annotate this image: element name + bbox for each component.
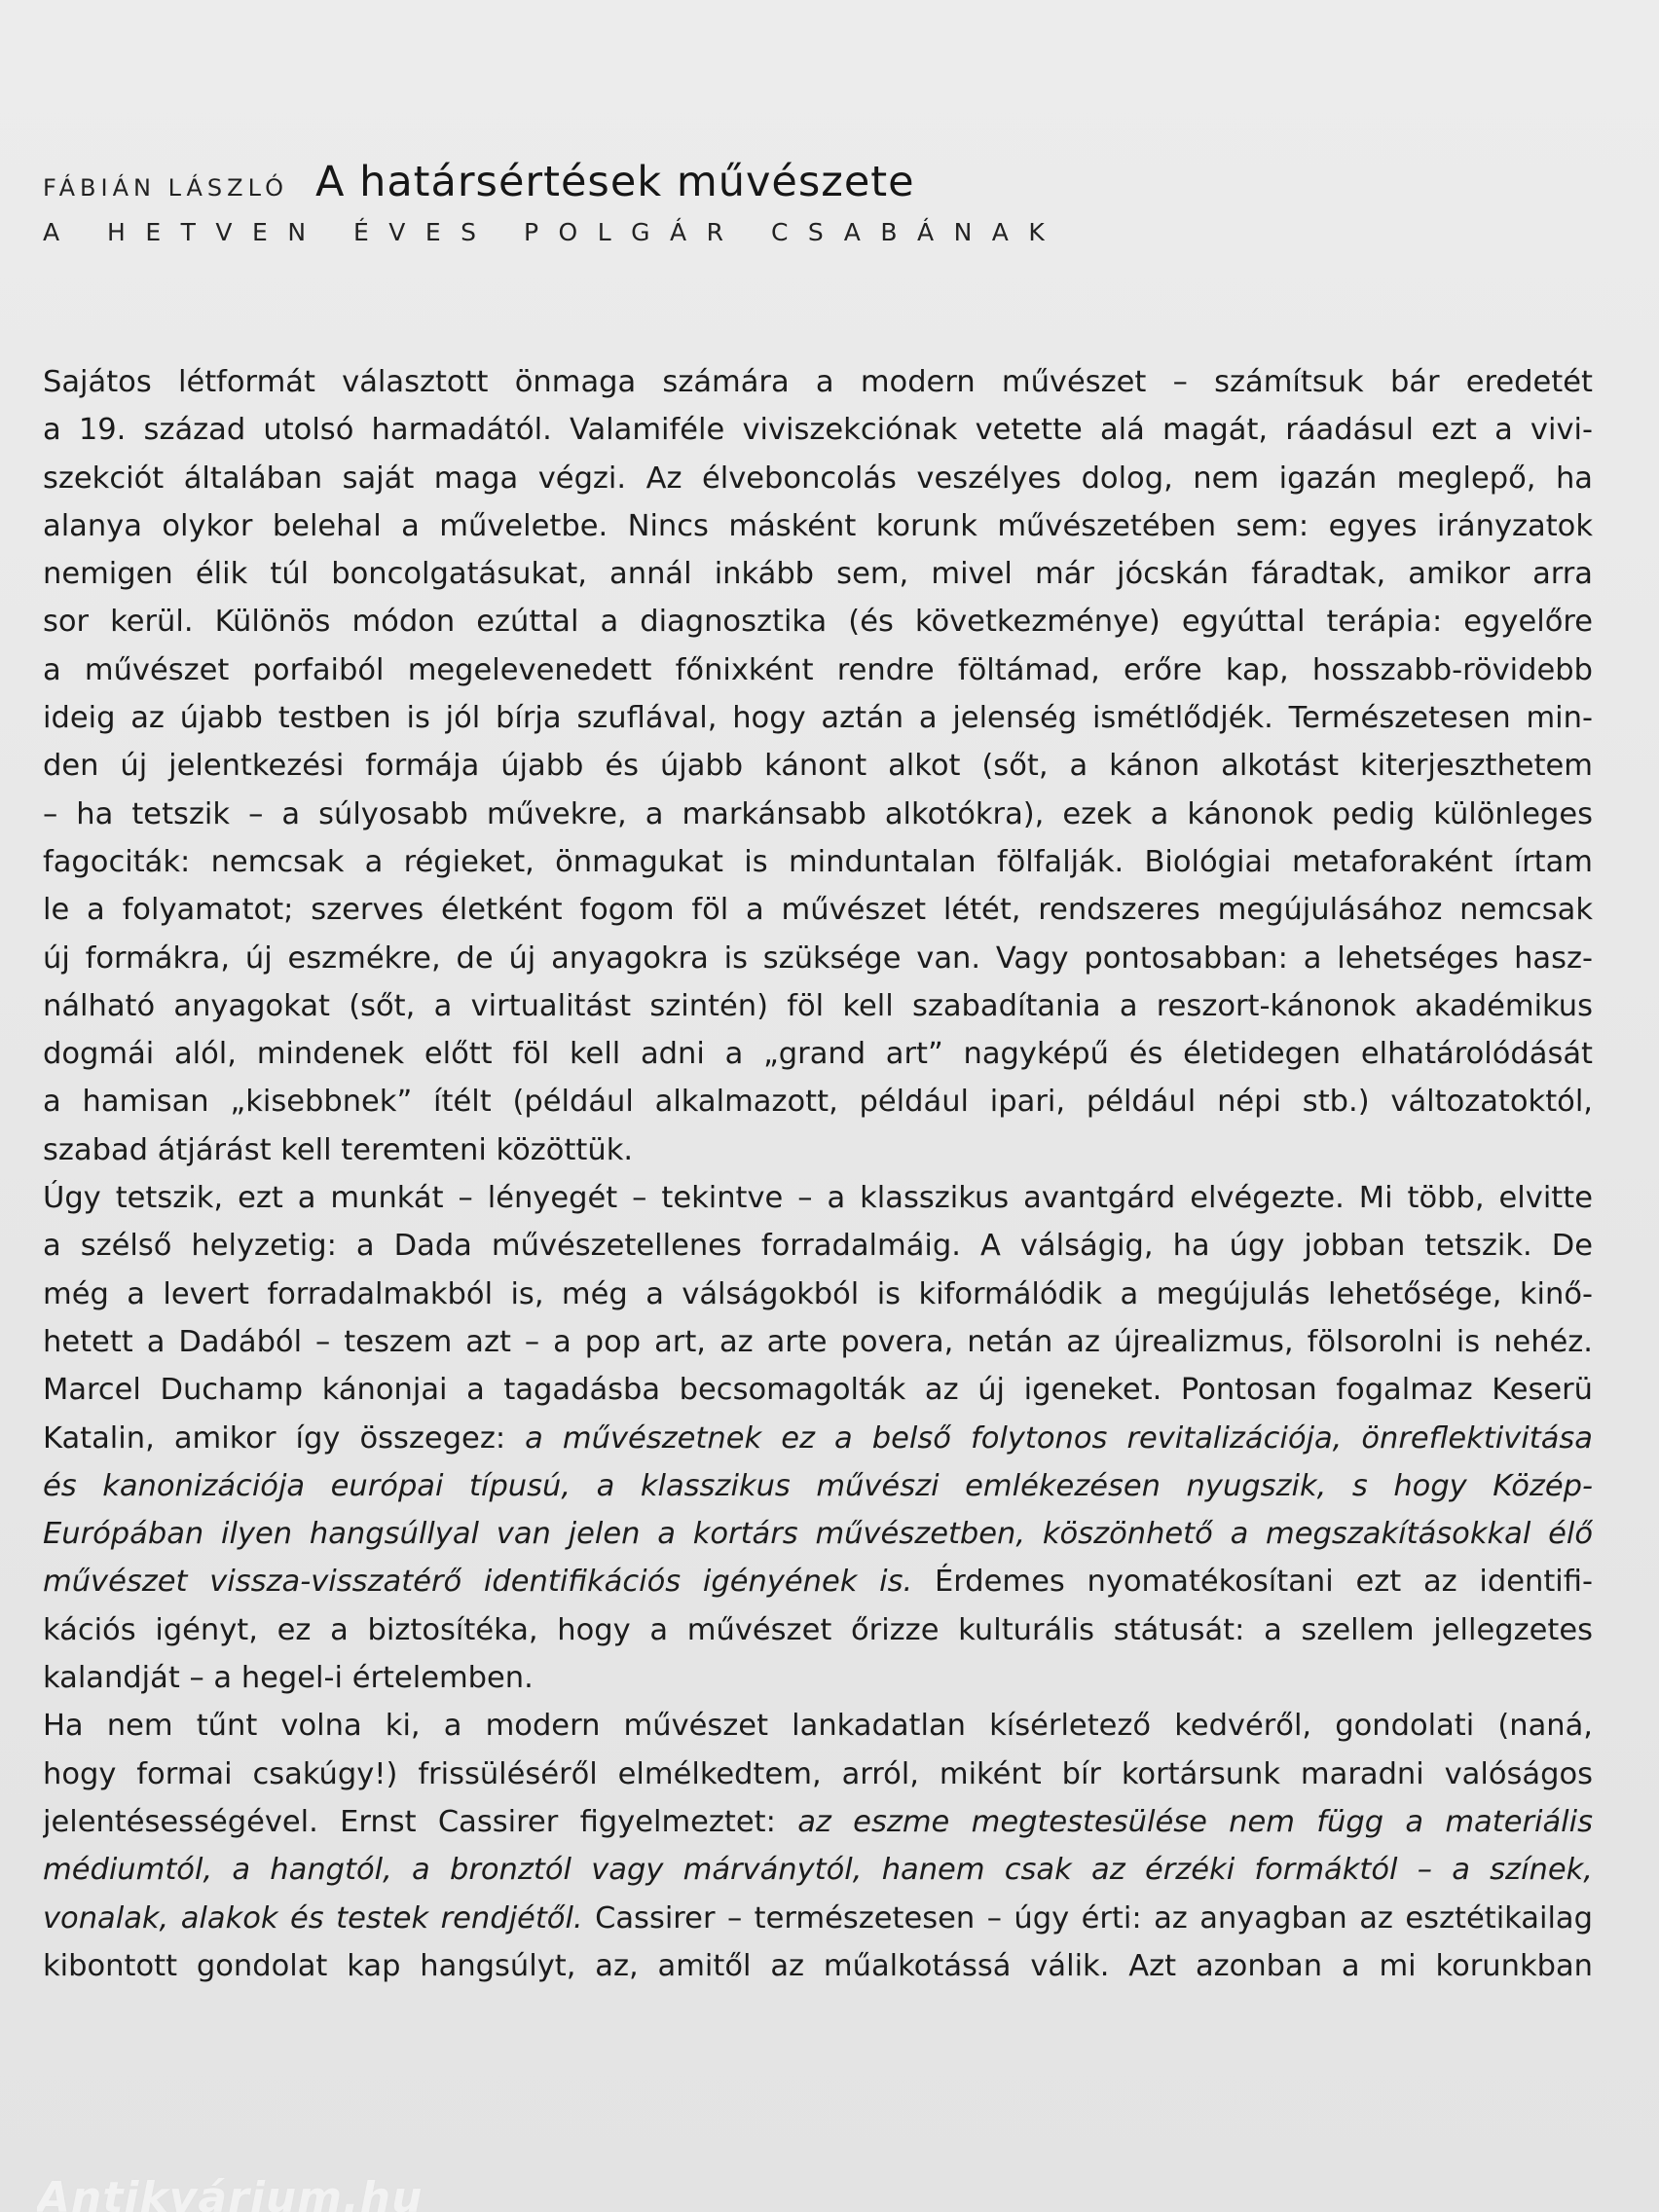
- text-line: fagociták: nemcsak a régieket, önmagukat is minduntalan fölfalják. Biológiai metaforaként írtam: [43, 844, 1593, 879]
- text-line: [43, 1510, 1593, 1558]
- text-line: kalandját – a hegel-i értelemben.: [43, 1661, 534, 1696]
- text-line: nálható anyagokat (sőt, a virtualitást szintén) föl kell szabadítania a reszort-kánonok akadémikus: [43, 988, 1593, 1023]
- text-line: hogy formai csakúgy!) frissüléséről elmélkedtem, arról, miként bír kortársunk maradni valóságos: [43, 1756, 1593, 1791]
- text-line: Sajátos létformát választott önmaga számára a modern művészet – számítsuk bár eredetét: [43, 365, 1593, 399]
- text-line: nemigen élik túl boncolgatásukat, annál inkább sem, mivel már jócskán fáradtak, amikor arra: [43, 557, 1593, 592]
- text-line: den új jelentkezési formája újabb és újabb kánont alkot (sőt, a kánon alkotást kiterjeszthetem: [43, 749, 1593, 784]
- text-line: új formákra, új eszmékre, de új anyagokra is szüksége van. Vagy pontosabban: a lehetséges hasz-: [43, 940, 1593, 976]
- text-line: sor kerül. Különös módon ezúttal a diagnosztika (és következménye) egyúttal terápia: egyelőre: [43, 605, 1593, 640]
- author-name: FÁBIÁN LÁSZLÓ: [43, 174, 288, 202]
- text-line: dogmái alól, mindenek előtt föl kell adni a „grand art” nagyképű és életidegen elhatárolódását: [43, 1037, 1593, 1072]
- text-segment: Érdemes nyomatékosítani ezt az identifi-: [912, 1565, 1593, 1600]
- quotation-segment: médiumtól, a hangtól, a bronztól vagy márványtól, hanem csak az érzéki formáktól – a színek,: [43, 1853, 1593, 1888]
- text-line: kációs igényt, ez a biztosítéka, hogy a művészet őrizze kulturális státusát: a szellem jellegzetes: [43, 1612, 1593, 1647]
- text-line: alanya olykor belehal a műveletbe. Nincs másként korunk művészetében sem: egyes irányzatok: [43, 508, 1593, 543]
- quotation-segment: az eszme megtestesülése nem függ a materiális: [797, 1804, 1593, 1839]
- article-body: [43, 358, 1593, 1990]
- quotation-segment: művészet vissza-visszatérő identifikációs igényének is.: [43, 1565, 913, 1600]
- text-line: még a levert forradalmakból is, még a válságokból is kiformálódik a megújulás lehetősége, kinő-: [43, 1276, 1593, 1311]
- text-line: a szélső helyzetig: a Dada művészetellenes forradalmáig. A válságig, ha úgy jobban tetszik. De: [43, 1229, 1593, 1264]
- text-line: hetett a Dadából – teszem azt – a pop art, az arte povera, netán az újrealizmus, fölsorolni is nehéz.: [43, 1324, 1593, 1359]
- text-line: [43, 1462, 1593, 1510]
- quotation-segment: vonalak, alakok és testek rendjétől.: [43, 1900, 583, 1936]
- text-line: Ha nem tűnt volna ki, a modern művészet lankadatlan kísérletező kedvéről, gondolati (naná,: [43, 1709, 1593, 1744]
- text-line: le a folyamatot; szerves életként fogom föl a művészet létét, rendszeres megújulásához nemcsak: [43, 893, 1593, 928]
- text-line: a művészet porfaiból megelevenedett főnixként rendre föltámad, erőre kap, hosszabb-rövidebb: [43, 652, 1593, 687]
- text-line: ideig az újabb testben is jól bírja szuflával, hogy aztán a jelenség ismétlődjék. Természetesen min-: [43, 701, 1593, 736]
- text-line-mixed: [43, 1415, 1593, 1462]
- text-line: a hamisan „kisebbnek” ítélt (például alkalmazott, például ipari, például népi stb.) változatoktól,: [43, 1085, 1593, 1120]
- text-line: [43, 1846, 1593, 1894]
- quotation-segment: a művészetnek ez a belső folytonos revitalizációja, önreflektivitása: [525, 1420, 1593, 1456]
- text-line: kibontott gondolat kap hangsúlyt, az, amitől az műalkotássá válik. Azt azonban a mi korunkban: [43, 1948, 1593, 1983]
- quotation-segment: Európában ilyen hangsúllyal van jelen a kortárs művészetben, köszönhető a megszakításokkal élő: [43, 1517, 1593, 1552]
- text-segment: Cassirer – természetesen – úgy érti: az anyagban az esztétikailag: [582, 1900, 1593, 1936]
- text-line: – ha tetszik – a súlyosabb művekre, a markánsabb alkotókra), ezek a kánonok pedig különleges: [43, 796, 1593, 831]
- text-line: a 19. század utolsó harmadától. Valamiféle viviszekciónak vetette alá magát, ráadásul ezt a vivi-: [43, 413, 1593, 448]
- text-segment: Katalin, amikor így összegez:: [43, 1420, 526, 1456]
- article-header: [43, 158, 1601, 246]
- text-line: szabad átjárást kell teremteni közöttük.: [43, 1132, 634, 1167]
- article-title: A határsértések művészete: [314, 158, 915, 206]
- quotation-segment: és kanonizációja európai típusú, a klasszikus művészi emlékezésen nyugszik, s hogy Közép-: [43, 1468, 1593, 1503]
- text-line-mixed: [43, 1895, 1593, 1942]
- text-line-mixed: [43, 1558, 1593, 1605]
- text-line: Úgy tetszik, ezt a munkát – lényegét – tekintve – a klasszikus avantgárd elvégezte. Mi több, elvitte: [43, 1181, 1593, 1216]
- header-title-row: [43, 158, 1601, 206]
- text-segment: jelentésességével. Ernst Cassirer figyelmeztet:: [43, 1804, 798, 1839]
- dedication: A HETVEN ÉVES POLGÁR CSABÁNAK: [43, 218, 1065, 246]
- text-line: Marcel Duchamp kánonjai a tagadásba becsomagolták az új igeneket. Pontosan fogalmaz Keserü: [43, 1373, 1593, 1408]
- watermark: Antikvárium.hu: [37, 2173, 424, 2212]
- text-line: szekciót általában saját maga végzi. Az élveboncolás veszélyes dolog, nem igazán meglepő, ha: [43, 461, 1593, 496]
- text-line-mixed: [43, 1798, 1593, 1846]
